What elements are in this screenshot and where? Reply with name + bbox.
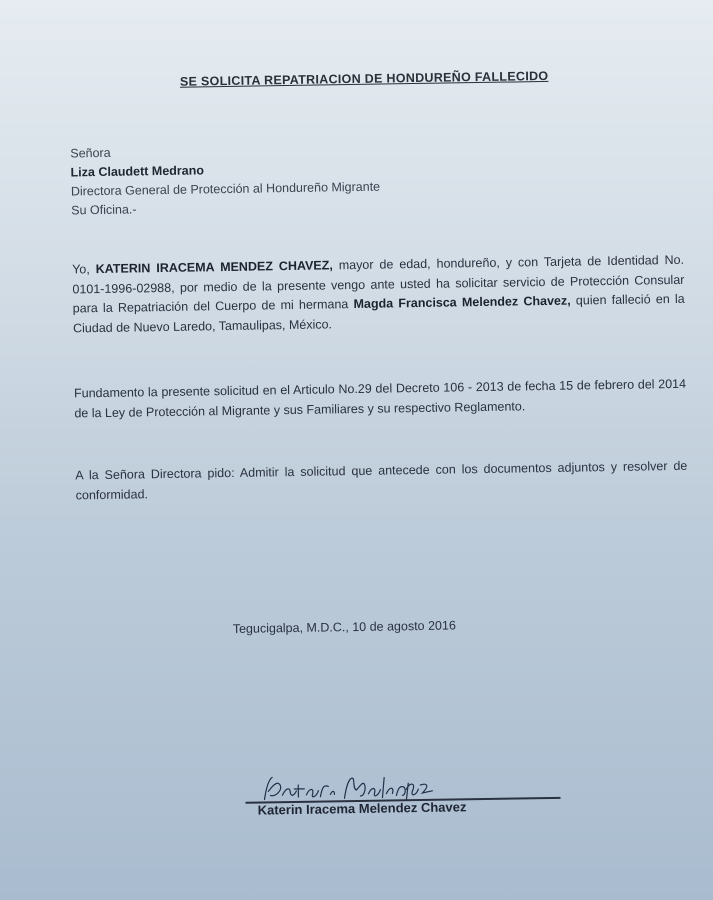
- signer-name: Katerin Iracema Melendez Chavez: [257, 799, 467, 818]
- text-segment: Yo,: [72, 262, 96, 277]
- recipient-position: Directora General de Protección al Hondureño Migrante: [70, 179, 381, 199]
- place-date-line: Tegucigalpa, M.D.C., 10 de agosto 2016: [232, 618, 456, 636]
- document-title: SE SOLICITA REPATRIACION DE HONDUREÑO FALLECIDO: [179, 68, 549, 89]
- recipient-office: Su Oficina.-: [71, 202, 137, 218]
- recipient-name: Liza Claudett Medrano: [70, 163, 205, 180]
- petition-paragraph: A la Señora Directora pido: Admitir la solicitud que antecede con los documentos adjuntos y resolver de conformidad.: [75, 458, 688, 502]
- request-paragraph: [72, 251, 685, 339]
- recipient-salutation: Señora: [70, 145, 111, 161]
- applicant-name: KATERIN IRACEMA MENDEZ CHAVEZ,: [95, 258, 333, 277]
- recipient-block: [70, 140, 380, 221]
- deceased-name: Magda Francisca Melendez Chavez,: [353, 293, 571, 312]
- legal-basis-paragraph: Fundamento la presente solicitud en el Articulo No.29 del Decreto 106 - 2013 de fecha 15 de febrero del 2014 de la Ley de Protección al Migrante y sus Familiares y su respectivo Reglamento.: [73, 376, 687, 420]
- text-segment: quien falleció en la Ciudad de Nuevo Laredo, Tamaulipas, México.: [72, 291, 685, 335]
- text-segment: mayor de edad, hondureño, y con Tarjeta de Identidad No. 0101-1996-02988, por medio de la presente vengo ante usted ha solicitar servicio de Protección Consular para la Repatriación del Cuerpo de mi hermana: [72, 252, 685, 316]
